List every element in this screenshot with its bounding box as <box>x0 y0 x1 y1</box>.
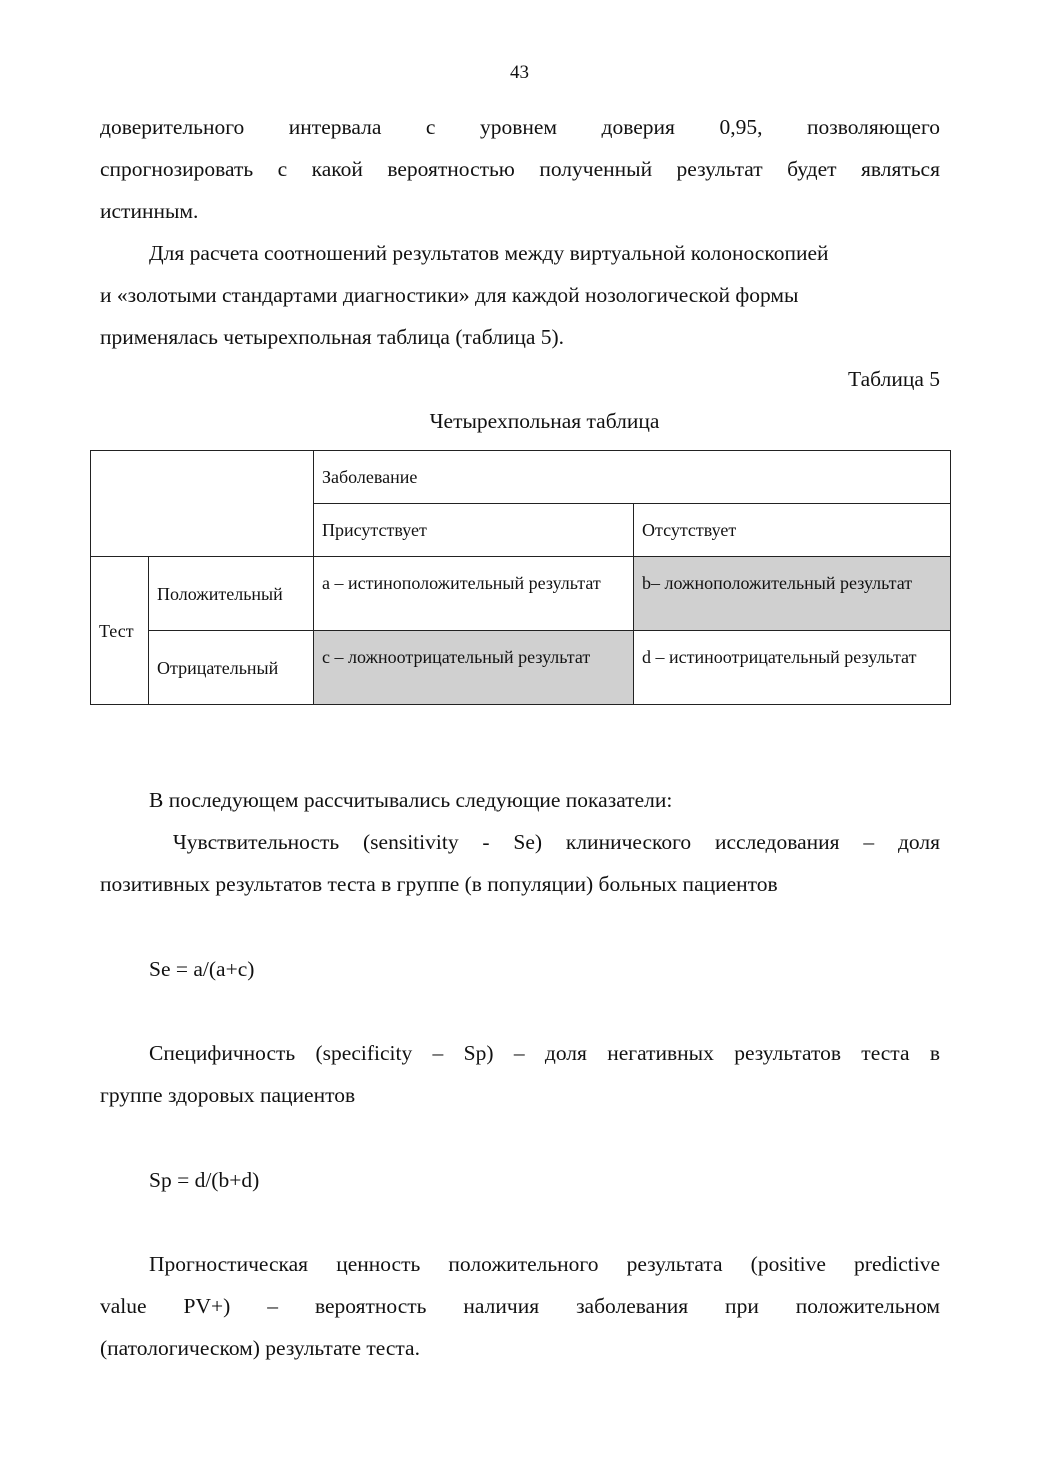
cell-true-negative: d – истиноотрицательный результат <box>634 631 951 705</box>
paragraph-positive-predictive-value <box>100 1243 940 1369</box>
cell-false-positive: b– ложноположительный результат <box>634 557 951 631</box>
positive-row-label: Положительный <box>149 557 314 631</box>
text-line: доверительного интервала с уровнем доверия 0,95, позволяющего <box>100 115 940 139</box>
text-line: value PV+) – вероятность наличия заболевания при положительном <box>100 1294 940 1318</box>
formula-specificity: Sp = d/(b+d) <box>149 1168 260 1192</box>
cell-false-negative: c – ложноотрицательный результат <box>314 631 634 705</box>
paragraph-indicators-intro <box>100 779 940 821</box>
text-line: Для расчета соотношений результатов между виртуальной колоноскопией <box>149 241 829 265</box>
text-line: спрогнозировать с какой вероятностью полученный результат будет являться <box>100 157 940 181</box>
text-line: позитивных результатов теста в группе (в популяции) больных пациентов <box>100 872 778 896</box>
text-line: Прогностическая ценность положительного результата (positive predictive <box>149 1252 940 1276</box>
absent-header-cell: Отсутствует <box>634 504 951 557</box>
text-line: Чувствительность (sensitivity - Se) клинического исследования – доля <box>149 830 940 854</box>
disease-header-cell: Заболевание <box>314 451 951 504</box>
paragraph-sensitivity <box>100 821 940 905</box>
present-header-cell: Присутствует <box>314 504 634 557</box>
text-line: Специфичность (specificity – Sp) – доля негативных результатов теста в <box>149 1041 940 1065</box>
test-header-cell: Тест <box>91 557 149 705</box>
negative-row-label: Отрицательный <box>149 631 314 705</box>
page-number: 43 <box>510 62 529 83</box>
text-line: истинным. <box>100 199 199 223</box>
paragraph-four-field-intro <box>100 232 940 358</box>
text-line: (патологическом) результате теста. <box>100 1336 420 1360</box>
formula-sensitivity: Se = a/(a+c) <box>149 957 255 981</box>
text-line: применялась четырехпольная таблица (таблица 5). <box>100 325 565 349</box>
table-corner-cell <box>91 451 314 557</box>
text-line: и «золотыми стандартами диагностики» для каждой нозологической формы <box>100 283 799 307</box>
paragraph-confidence-interval <box>100 106 940 232</box>
text-line: В последующем рассчитывались следующие показатели: <box>149 788 673 812</box>
cell-true-positive: a – истиноположительный результат <box>314 557 634 631</box>
paragraph-specificity <box>100 1032 940 1116</box>
text-line: группе здоровых пациентов <box>100 1083 356 1107</box>
table-label: Таблица 5 <box>848 367 940 391</box>
table-title: Четырехпольная таблица <box>429 409 660 433</box>
four-field-table <box>90 450 951 705</box>
